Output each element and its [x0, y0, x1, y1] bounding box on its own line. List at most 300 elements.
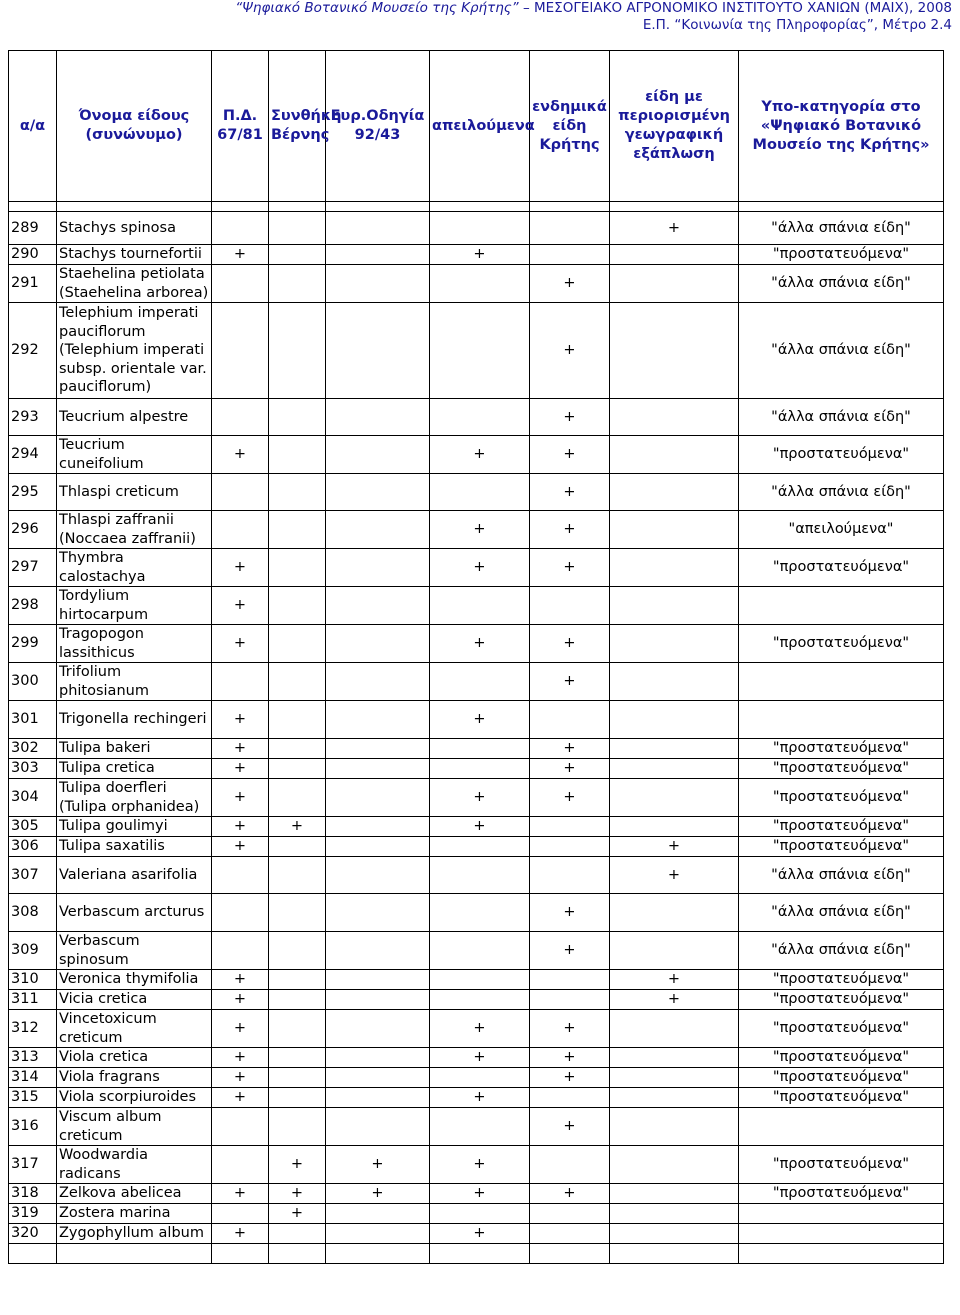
row-number: 298: [9, 587, 57, 625]
pd-mark: +: [212, 837, 269, 857]
pd-mark: [212, 663, 269, 701]
restricted-mark: +: [610, 212, 739, 245]
table-row: [9, 1224, 944, 1244]
endemic-mark: +: [530, 1048, 610, 1068]
endemic-mark: +: [530, 436, 610, 474]
species-name: Trifolium phitosianum: [57, 663, 212, 701]
table-row: [9, 549, 944, 587]
threatened-mark: [430, 857, 530, 894]
endemic-mark: +: [530, 625, 610, 663]
pd-mark: [212, 511, 269, 549]
restricted-mark: [610, 663, 739, 701]
pd-mark: +: [212, 1068, 269, 1088]
subcategory: "προστατευόμενα": [739, 1146, 944, 1184]
restricted-mark: [610, 1224, 739, 1244]
row-number: 311: [9, 990, 57, 1010]
subcategory: "προστατευόμενα": [739, 759, 944, 779]
table-row: [9, 625, 944, 663]
species-name: Viola scorpiuroides: [57, 1088, 212, 1108]
eu-directive-mark: [326, 1204, 430, 1224]
pd-mark: [212, 303, 269, 399]
table-row: [9, 1184, 944, 1204]
subcategory: [739, 1224, 944, 1244]
row-number: 292: [9, 303, 57, 399]
row-number: 289: [9, 212, 57, 245]
table-row: [9, 1010, 944, 1048]
bern-mark: [269, 625, 326, 663]
table-row: [9, 1048, 944, 1068]
row-number: 306: [9, 837, 57, 857]
threatened-mark: +: [430, 1184, 530, 1204]
table-row: [9, 759, 944, 779]
bern-mark: [269, 663, 326, 701]
bern-mark: [269, 436, 326, 474]
restricted-mark: [610, 265, 739, 303]
eu-directive-mark: [326, 587, 430, 625]
table-row: [9, 1244, 944, 1264]
row-number: 299: [9, 625, 57, 663]
species-name: Veronica thymifolia: [57, 970, 212, 990]
bern-mark: [269, 837, 326, 857]
species-name: Teucrium alpestre: [57, 399, 212, 436]
threatened-mark: [430, 1204, 530, 1224]
eu-directive-mark: [326, 1244, 430, 1264]
header-row: [9, 51, 944, 202]
eu-directive-mark: [326, 970, 430, 990]
endemic-mark: +: [530, 663, 610, 701]
species-name: Zygophyllum album: [57, 1224, 212, 1244]
pd-mark: +: [212, 245, 269, 265]
bern-mark: [269, 990, 326, 1010]
threatened-mark: +: [430, 625, 530, 663]
table-row: [9, 932, 944, 970]
species-name: Tulipa cretica: [57, 759, 212, 779]
species-name: Valeriana asarifolia: [57, 857, 212, 894]
bern-mark: [269, 894, 326, 932]
eu-directive-mark: [326, 1224, 430, 1244]
pd-mark: +: [212, 625, 269, 663]
row-number: 315: [9, 1088, 57, 1108]
endemic-mark: +: [530, 265, 610, 303]
row-number: 314: [9, 1068, 57, 1088]
table-row: [9, 817, 944, 837]
table-row: [9, 779, 944, 817]
eu-directive-mark: [326, 549, 430, 587]
pd-mark: +: [212, 759, 269, 779]
row-number: 301: [9, 701, 57, 739]
pd-mark: [212, 1108, 269, 1146]
endemic-mark: +: [530, 303, 610, 399]
species-name: Staehelina petiolata (Staehelina arborea): [57, 265, 212, 303]
eu-directive-mark: [326, 303, 430, 399]
restricted-mark: [610, 511, 739, 549]
endemic-mark: +: [530, 399, 610, 436]
subcategory: "άλλα σπάνια είδη": [739, 212, 944, 245]
species-name: Verbascum arcturus: [57, 894, 212, 932]
species-name: Viola fragrans: [57, 1068, 212, 1088]
endemic-mark: +: [530, 1068, 610, 1088]
threatened-mark: [430, 663, 530, 701]
threatened-mark: [430, 1244, 530, 1264]
table-row: [9, 894, 944, 932]
header-line-1: [235, 0, 952, 17]
bern-mark: [269, 1224, 326, 1244]
species-name: Tulipa goulimyi: [57, 817, 212, 837]
species-name: Viola cretica: [57, 1048, 212, 1068]
pd-mark: [212, 894, 269, 932]
table-row: [9, 1108, 944, 1146]
table-row: [9, 1088, 944, 1108]
bern-mark: [269, 1048, 326, 1068]
eu-directive-mark: [326, 837, 430, 857]
col-header-restricted-distribution: είδη με περιορισμένη γεωγραφική εξάπλωση: [610, 51, 739, 202]
col-header-subcategory: Υπο-κατηγορία στο «Ψηφιακό Βοτανικό Μουσείο της Κρήτης»: [739, 51, 944, 202]
subcategory: "άλλα σπάνια είδη": [739, 894, 944, 932]
endemic-mark: [530, 1088, 610, 1108]
eu-directive-mark: [326, 1088, 430, 1108]
eu-directive-mark: [326, 894, 430, 932]
threatened-mark: +: [430, 779, 530, 817]
endemic-mark: [530, 1146, 610, 1184]
threatened-mark: +: [430, 1224, 530, 1244]
bern-mark: [269, 265, 326, 303]
bern-mark: [269, 1244, 326, 1264]
pd-mark: +: [212, 990, 269, 1010]
bern-mark: [269, 474, 326, 511]
subcategory: [739, 1204, 944, 1224]
species-name: Tulipa doerfleri (Tulipa orphanidea): [57, 779, 212, 817]
col-header-endemic: ενδημικά είδη Κρήτης: [530, 51, 610, 202]
bern-mark: [269, 779, 326, 817]
subcategory: "άλλα σπάνια είδη": [739, 399, 944, 436]
eu-directive-mark: [326, 1068, 430, 1088]
eu-directive-mark: [326, 265, 430, 303]
species-name: Viscum album creticum: [57, 1108, 212, 1146]
table-row: [9, 857, 944, 894]
species-name: Teucrium cuneifolium: [57, 436, 212, 474]
restricted-mark: [610, 303, 739, 399]
threatened-mark: [430, 837, 530, 857]
threatened-mark: [430, 932, 530, 970]
table-row: [9, 212, 944, 245]
species-name: Tragopogon lassithicus: [57, 625, 212, 663]
threatened-mark: [430, 265, 530, 303]
restricted-mark: +: [610, 990, 739, 1010]
bern-mark: [269, 739, 326, 759]
bern-mark: +: [269, 1184, 326, 1204]
threatened-mark: +: [430, 436, 530, 474]
bern-mark: [269, 701, 326, 739]
endemic-mark: +: [530, 739, 610, 759]
table-row: [9, 399, 944, 436]
table-row: [9, 1068, 944, 1088]
species-name: [57, 1244, 212, 1264]
restricted-mark: [610, 549, 739, 587]
table-row: [9, 663, 944, 701]
bern-mark: [269, 511, 326, 549]
species-name: Verbascum spinosum: [57, 932, 212, 970]
subcategory: "προστατευόμενα": [739, 1184, 944, 1204]
pd-mark: [212, 857, 269, 894]
threatened-mark: [430, 1108, 530, 1146]
endemic-mark: +: [530, 932, 610, 970]
table-row: [9, 436, 944, 474]
endemic-mark: +: [530, 1108, 610, 1146]
pd-mark: [212, 1146, 269, 1184]
row-number: 300: [9, 663, 57, 701]
species-name: Telephium imperati pauciflorum (Telephium imperati subsp. orientale var. pauciflorum): [57, 303, 212, 399]
subcategory: "προστατευόμενα": [739, 1010, 944, 1048]
subcategory: "προστατευόμενα": [739, 1048, 944, 1068]
bern-mark: [269, 212, 326, 245]
subcategory: "προστατευόμενα": [739, 1068, 944, 1088]
threatened-mark: [430, 990, 530, 1010]
subcategory: [739, 1244, 944, 1264]
row-number: 312: [9, 1010, 57, 1048]
row-number: 291: [9, 265, 57, 303]
row-number: 317: [9, 1146, 57, 1184]
endemic-mark: +: [530, 779, 610, 817]
endemic-mark: [530, 857, 610, 894]
bern-mark: [269, 549, 326, 587]
species-name: Tordylium hirtocarpum: [57, 587, 212, 625]
endemic-mark: [530, 701, 610, 739]
threatened-mark: [430, 587, 530, 625]
col-header-bern-convention: Συνθήκη Βέρνης: [269, 51, 326, 202]
threatened-mark: +: [430, 701, 530, 739]
restricted-mark: [610, 1068, 739, 1088]
table-row: [9, 511, 944, 549]
table-row: [9, 587, 944, 625]
eu-directive-mark: +: [326, 1184, 430, 1204]
row-number: 313: [9, 1048, 57, 1068]
row-number: 309: [9, 932, 57, 970]
page-header: [235, 0, 952, 34]
subcategory: "προστατευόμενα": [739, 970, 944, 990]
header-institute: – ΜΕΣΟΓΕΙΑΚΟ ΑΓΡΟΝΟΜΙΚΟ ΙΝΣΤΙΤΟΥΤΟ ΧΑΝΙΩΝ (ΜΑΙΧ), 2008: [518, 0, 952, 16]
eu-directive-mark: [326, 399, 430, 436]
threatened-mark: +: [430, 1048, 530, 1068]
pd-mark: [212, 212, 269, 245]
header-spacer-row: [9, 202, 944, 212]
table-row: [9, 701, 944, 739]
row-number: 294: [9, 436, 57, 474]
bern-mark: [269, 857, 326, 894]
species-name: Vincetoxicum creticum: [57, 1010, 212, 1048]
threatened-mark: [430, 739, 530, 759]
eu-directive-mark: [326, 436, 430, 474]
eu-directive-mark: [326, 625, 430, 663]
table-row: [9, 245, 944, 265]
threatened-mark: [430, 894, 530, 932]
restricted-mark: [610, 1048, 739, 1068]
threatened-mark: [430, 399, 530, 436]
pd-mark: +: [212, 1088, 269, 1108]
pd-mark: [212, 1204, 269, 1224]
row-number: [9, 1244, 57, 1264]
bern-mark: [269, 303, 326, 399]
row-number: 302: [9, 739, 57, 759]
subcategory: "άλλα σπάνια είδη": [739, 474, 944, 511]
species-name: Stachys tournefortii: [57, 245, 212, 265]
restricted-mark: [610, 1010, 739, 1048]
bern-mark: [269, 587, 326, 625]
table-row: [9, 1146, 944, 1184]
pd-mark: [212, 265, 269, 303]
table-row: [9, 474, 944, 511]
eu-directive-mark: [326, 759, 430, 779]
header-line-2: Ε.Π. “Κοινωνία της Πληροφορίας”, Μέτρο 2.4: [642, 17, 952, 33]
restricted-mark: [610, 779, 739, 817]
eu-directive-mark: [326, 212, 430, 245]
restricted-mark: +: [610, 837, 739, 857]
pd-mark: [212, 932, 269, 970]
pd-mark: +: [212, 587, 269, 625]
threatened-mark: +: [430, 1088, 530, 1108]
restricted-mark: [610, 1108, 739, 1146]
endemic-mark: [530, 970, 610, 990]
endemic-mark: [530, 837, 610, 857]
subcategory: "άλλα σπάνια είδη": [739, 857, 944, 894]
col-header-species-name: Όνομα είδους (συνώνυμο): [57, 51, 212, 202]
endemic-mark: [530, 245, 610, 265]
bern-mark: [269, 1108, 326, 1146]
species-name: Tulipa bakeri: [57, 739, 212, 759]
row-number: 303: [9, 759, 57, 779]
endemic-mark: [530, 1244, 610, 1264]
subcategory: "προστατευόμενα": [739, 436, 944, 474]
subcategory: [739, 701, 944, 739]
restricted-mark: [610, 474, 739, 511]
eu-directive-mark: [326, 857, 430, 894]
restricted-mark: [610, 587, 739, 625]
species-name: Vicia cretica: [57, 990, 212, 1010]
pd-mark: +: [212, 1048, 269, 1068]
pd-mark: +: [212, 549, 269, 587]
row-number: 318: [9, 1184, 57, 1204]
subcategory: [739, 663, 944, 701]
threatened-mark: [430, 970, 530, 990]
threatened-mark: +: [430, 1146, 530, 1184]
species-name: Thlaspi zaffranii (Noccaea zaffranii): [57, 511, 212, 549]
eu-directive-mark: [326, 1108, 430, 1146]
bern-mark: [269, 1088, 326, 1108]
restricted-mark: +: [610, 857, 739, 894]
restricted-mark: [610, 245, 739, 265]
pd-mark: [212, 399, 269, 436]
endemic-mark: +: [530, 1010, 610, 1048]
pd-mark: [212, 474, 269, 511]
bern-mark: +: [269, 817, 326, 837]
eu-directive-mark: [326, 932, 430, 970]
col-header-pd-67-81: Π.Δ. 67/81: [212, 51, 269, 202]
endemic-mark: +: [530, 549, 610, 587]
pd-mark: +: [212, 436, 269, 474]
restricted-mark: [610, 1204, 739, 1224]
pd-mark: +: [212, 1224, 269, 1244]
row-number: 319: [9, 1204, 57, 1224]
col-header-eu-directive: Ευρ.Οδηγία 92/43: [326, 51, 430, 202]
species-table: [8, 50, 944, 1264]
subcategory: "άλλα σπάνια είδη": [739, 932, 944, 970]
subcategory: "προστατευόμενα": [739, 739, 944, 759]
endemic-mark: +: [530, 1184, 610, 1204]
eu-directive-mark: [326, 474, 430, 511]
endemic-mark: [530, 1224, 610, 1244]
restricted-mark: [610, 1184, 739, 1204]
subcategory: "προστατευόμενα": [739, 549, 944, 587]
row-number: 293: [9, 399, 57, 436]
subcategory: [739, 1108, 944, 1146]
subcategory: "προστατευόμενα": [739, 625, 944, 663]
endemic-mark: +: [530, 474, 610, 511]
subcategory: "προστατευόμενα": [739, 837, 944, 857]
header-title-italic: “Ψηφιακό Βοτανικό Μουσείο της Κρήτης”: [235, 0, 519, 16]
eu-directive-mark: [326, 739, 430, 759]
eu-directive-mark: [326, 1010, 430, 1048]
table-row: [9, 739, 944, 759]
restricted-mark: [610, 701, 739, 739]
eu-directive-mark: [326, 245, 430, 265]
bern-mark: [269, 932, 326, 970]
subcategory: "άλλα σπάνια είδη": [739, 265, 944, 303]
species-name: Tulipa saxatilis: [57, 837, 212, 857]
table-row: [9, 970, 944, 990]
row-number: 310: [9, 970, 57, 990]
subcategory: "προστατευόμενα": [739, 245, 944, 265]
eu-directive-mark: [326, 1048, 430, 1068]
subcategory: "απειλούμενα": [739, 511, 944, 549]
restricted-mark: [610, 932, 739, 970]
restricted-mark: [610, 1088, 739, 1108]
pd-mark: +: [212, 1010, 269, 1048]
restricted-mark: [610, 739, 739, 759]
bern-mark: [269, 970, 326, 990]
bern-mark: [269, 399, 326, 436]
species-name: Woodwardia radicans: [57, 1146, 212, 1184]
col-header-aa: α/α: [9, 51, 57, 202]
table-row: [9, 265, 944, 303]
table-body: [9, 212, 944, 1264]
pd-mark: +: [212, 970, 269, 990]
eu-directive-mark: [326, 779, 430, 817]
endemic-mark: [530, 212, 610, 245]
threatened-mark: +: [430, 549, 530, 587]
bern-mark: [269, 759, 326, 779]
row-number: 308: [9, 894, 57, 932]
bern-mark: [269, 1068, 326, 1088]
threatened-mark: +: [430, 245, 530, 265]
species-name: Thlaspi creticum: [57, 474, 212, 511]
restricted-mark: [610, 1244, 739, 1264]
row-number: 307: [9, 857, 57, 894]
row-number: 320: [9, 1224, 57, 1244]
species-name: Thymbra calostachya: [57, 549, 212, 587]
row-number: 304: [9, 779, 57, 817]
pd-mark: [212, 1244, 269, 1264]
threatened-mark: +: [430, 511, 530, 549]
table-row: [9, 837, 944, 857]
pd-mark: +: [212, 739, 269, 759]
bern-mark: +: [269, 1204, 326, 1224]
row-number: 305: [9, 817, 57, 837]
table-row: [9, 1204, 944, 1224]
threatened-mark: +: [430, 1010, 530, 1048]
row-number: 316: [9, 1108, 57, 1146]
bern-mark: +: [269, 1146, 326, 1184]
species-name: Trigonella rechingeri: [57, 701, 212, 739]
eu-directive-mark: +: [326, 1146, 430, 1184]
